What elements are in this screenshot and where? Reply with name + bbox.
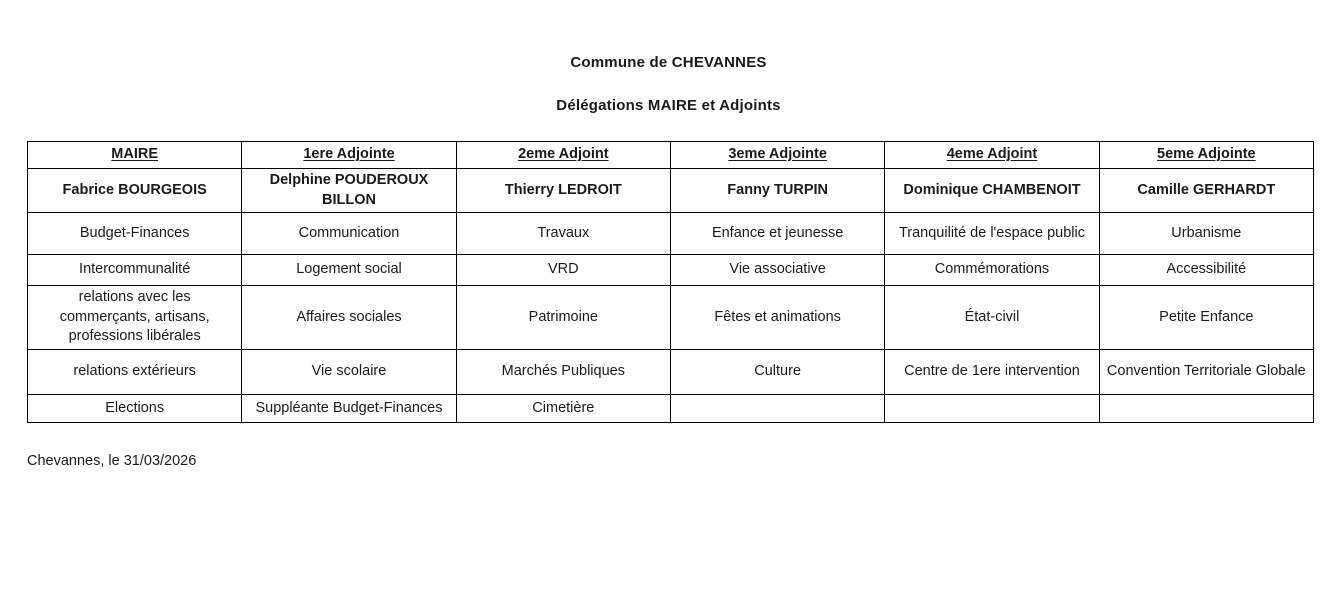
delegation-cell: Vie associative (670, 255, 884, 286)
table-header-row (28, 142, 1314, 169)
delegation-cell: Suppléante Budget-Finances (242, 394, 456, 422)
header-label: 2eme Adjoint (518, 146, 609, 163)
delegation-cell: Accessibilité (1099, 255, 1313, 286)
delegation-cell (885, 394, 1099, 422)
table-row (28, 394, 1314, 422)
delegation-cell: Cimetière (456, 394, 670, 422)
delegation-cell (1099, 394, 1313, 422)
delegation-cell: VRD (456, 255, 670, 286)
name-cell: Thierry LEDROIT (456, 169, 670, 213)
delegation-cell: Communication (242, 213, 456, 255)
delegation-cell: Urbanisme (1099, 213, 1313, 255)
delegation-cell: Marchés Publiques (456, 349, 670, 394)
delegation-cell: Culture (670, 349, 884, 394)
name-cell: Delphine POUDEROUX BILLON (242, 169, 456, 213)
table-names-row (28, 169, 1314, 213)
header-cell-3eme-adjointe (670, 142, 884, 169)
delegation-cell: Patrimoine (456, 286, 670, 350)
footer-place-date: Chevannes, le 31/03/2026 (27, 453, 197, 469)
header-cell-4eme-adjoint (885, 142, 1099, 169)
header-label: 1ere Adjointe (303, 146, 395, 163)
delegation-cell: relations extérieurs (28, 349, 242, 394)
name-cell: Dominique CHAMBENOIT (885, 169, 1099, 213)
delegation-cell: Logement social (242, 255, 456, 286)
delegation-cell: État-civil (885, 286, 1099, 350)
delegation-cell: Intercommunalité (28, 255, 242, 286)
table-row (28, 255, 1314, 286)
delegation-cell: Fêtes et animations (670, 286, 884, 350)
table-row (28, 213, 1314, 255)
table-row (28, 286, 1314, 350)
name-cell: Camille GERHARDT (1099, 169, 1313, 213)
header-cell-5eme-adjointe (1099, 142, 1313, 169)
header-label: 3eme Adjointe (728, 146, 827, 163)
delegations-table (27, 141, 1314, 423)
delegation-cell: Convention Territoriale Globale (1099, 349, 1313, 394)
delegation-cell (670, 394, 884, 422)
header-label: 4eme Adjoint (946, 146, 1038, 163)
delegation-cell: Tranquilité de l'espace public (885, 213, 1099, 255)
delegation-cell: Commémorations (885, 255, 1099, 286)
delegation-cell: Travaux (456, 213, 670, 255)
header-cell-1ere-adjointe (242, 142, 456, 169)
header-label: MAIRE (111, 146, 159, 163)
header-cell-maire (28, 142, 242, 169)
delegation-cell: Vie scolaire (242, 349, 456, 394)
name-cell: Fabrice BOURGEOIS (28, 169, 242, 213)
delegation-cell: Enfance et jeunesse (670, 213, 884, 255)
document-subtitle: Délégations MAIRE et Adjoints (556, 97, 781, 114)
table-row (28, 349, 1314, 394)
name-cell: Fanny TURPIN (670, 169, 884, 213)
delegation-cell: relations avec les commerçants, artisans, professions libérales (28, 286, 242, 350)
delegation-cell: Centre de 1ere intervention (885, 349, 1099, 394)
delegation-cell: Elections (28, 394, 242, 422)
document-title: Commune de CHEVANNES (570, 54, 767, 71)
delegation-cell: Affaires sociales (242, 286, 456, 350)
delegation-cell: Petite Enfance (1099, 286, 1313, 350)
header-cell-2eme-adjoint (456, 142, 670, 169)
delegation-cell: Budget-Finances (28, 213, 242, 255)
header-label: 5eme Adjointe (1157, 146, 1256, 163)
